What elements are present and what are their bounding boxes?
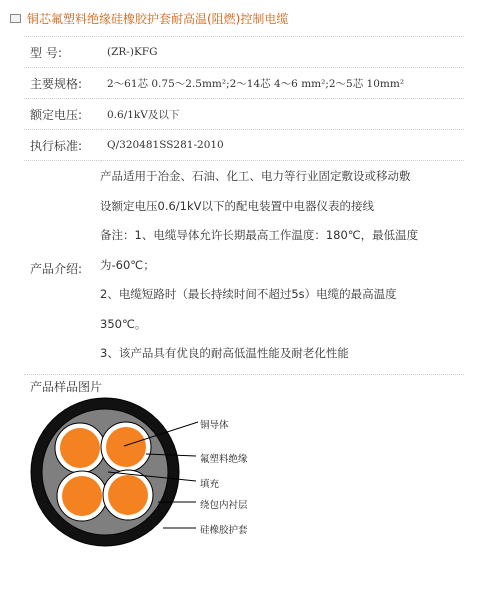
spec-label-spec: 主要规格: [24, 68, 101, 99]
spec-label-model: 型 号: [24, 37, 101, 68]
core-bottom-left [57, 471, 107, 521]
intro-label: 产品介绍: [30, 262, 83, 276]
callout-conductor: 铜导体 [200, 420, 229, 431]
callout-insulation: 氟塑料绝缘 [200, 454, 248, 465]
intro-line: 产品适用于冶金、石油、化工、电力等行业固定敷设或移动敷 [100, 169, 411, 183]
callout-sheath: 硅橡胶护套 [200, 525, 248, 536]
sample-title: 产品样品图片 [30, 380, 103, 394]
spec-row-model [24, 37, 464, 68]
callout-filler: 填充 [200, 479, 220, 490]
spec-value-model: (ZR-)KFG [101, 37, 464, 68]
cable-cross-section-diagram [0, 390, 501, 590]
spec-row-spec [24, 68, 464, 99]
callout-bedding: 绕包内衬层 [200, 500, 248, 511]
square-bullet-icon [10, 14, 21, 23]
intro-section [24, 162, 464, 375]
spec-table [24, 36, 464, 161]
core-top-right [101, 422, 151, 472]
core-top-left [55, 423, 105, 473]
spec-value-voltage: 0.6/1kV及以下 [101, 99, 464, 130]
core-bottom-right [103, 470, 153, 520]
intro-line: 350℃。 [100, 316, 147, 331]
spec-value-spec: 2～61芯 0.75～2.5mm²;2～14芯 4～6 mm²;2～5芯 10mm² [101, 68, 464, 99]
spec-row-standard [24, 130, 464, 161]
product-title: 铜芯氟塑料绝缘硅橡胶护套耐高温(阻燃)控制电缆 [27, 11, 289, 26]
filler-area [42, 409, 168, 535]
intro-line: 为-60℃； [100, 257, 155, 272]
spec-value-standard: Q/320481SS281-2010 [101, 130, 464, 161]
spec-label-voltage: 额定电压: [24, 99, 101, 130]
intro-line: 2、电缆短路时（最长持续时间不超过5s）电缆的最高温度 [100, 287, 397, 301]
intro-text [100, 162, 460, 369]
spec-row-voltage [24, 99, 464, 130]
intro-line: 备注：1、电缆导体允许长期最高工作温度：180℃，最低温度 [100, 228, 419, 242]
intro-line: 设额定电压0.6/1kV以下的配电装置中电器仪表的接线 [100, 198, 375, 213]
spec-label-standard: 执行标准: [24, 130, 101, 161]
page-header [10, 6, 288, 30]
intro-line: 3、该产品具有优良的耐高低温性能及耐老化性能 [100, 346, 349, 360]
